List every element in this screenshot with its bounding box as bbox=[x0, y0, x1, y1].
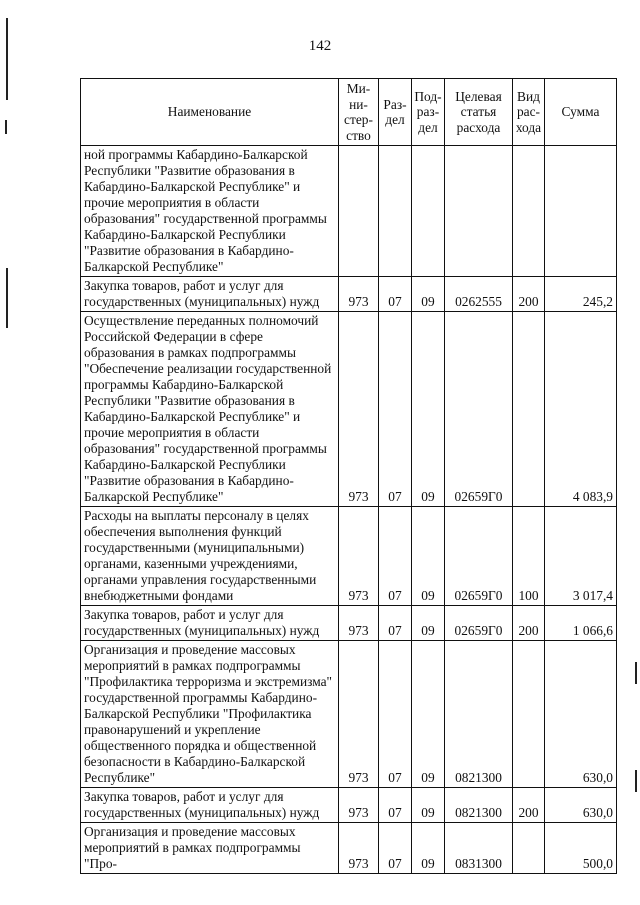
scan-edge-mark bbox=[6, 18, 8, 100]
cell-type bbox=[513, 641, 545, 788]
cell-section: 07 bbox=[379, 277, 412, 312]
cell-name: Расходы на выплаты персоналу в целях обеспечения выполнения функций государственными (муниципальными) органами, казенными учреждениями, органами управления государственными внебюджетными фондами bbox=[81, 507, 339, 606]
table-row bbox=[81, 788, 617, 823]
cell-subsection: 09 bbox=[412, 823, 445, 874]
cell-ministry: 973 bbox=[339, 606, 379, 641]
budget-table bbox=[80, 78, 617, 874]
cell-subsection: 09 bbox=[412, 507, 445, 606]
table-row bbox=[81, 277, 617, 312]
cell-type: 200 bbox=[513, 606, 545, 641]
header-sum: Сумма bbox=[545, 79, 617, 146]
scan-edge-mark bbox=[635, 770, 637, 792]
cell-type bbox=[513, 312, 545, 507]
cell-name: Закупка товаров, работ и услуг для государственных (муниципальных) нужд bbox=[81, 277, 339, 312]
cell-sum: 630,0 bbox=[545, 641, 617, 788]
cell-target: 0821300 bbox=[445, 788, 513, 823]
cell-section: 07 bbox=[379, 507, 412, 606]
table-row bbox=[81, 641, 617, 788]
scan-edge-mark bbox=[5, 120, 7, 134]
cell-ministry: 973 bbox=[339, 312, 379, 507]
table-row bbox=[81, 146, 617, 277]
cell-target: 02659Г0 bbox=[445, 507, 513, 606]
header-type: Вид рас- хода bbox=[513, 79, 545, 146]
cell-type bbox=[513, 823, 545, 874]
cell-sum: 1 066,6 bbox=[545, 606, 617, 641]
table-row bbox=[81, 507, 617, 606]
cell-section: 07 bbox=[379, 788, 412, 823]
cell-target: 0821300 bbox=[445, 641, 513, 788]
header-subsection: Под- раз- дел bbox=[412, 79, 445, 146]
cell-type: 100 bbox=[513, 507, 545, 606]
cell-target: 02659Г0 bbox=[445, 312, 513, 507]
table-header-row bbox=[81, 79, 617, 146]
scan-edge-mark bbox=[635, 662, 637, 684]
header-name: Наименование bbox=[81, 79, 339, 146]
cell-target bbox=[445, 146, 513, 277]
cell-section bbox=[379, 146, 412, 277]
cell-type: 200 bbox=[513, 788, 545, 823]
cell-ministry bbox=[339, 146, 379, 277]
cell-section: 07 bbox=[379, 823, 412, 874]
header-target: Целевая статья расхода bbox=[445, 79, 513, 146]
cell-ministry: 973 bbox=[339, 641, 379, 788]
cell-subsection: 09 bbox=[412, 277, 445, 312]
cell-target: 02659Г0 bbox=[445, 606, 513, 641]
cell-type: 200 bbox=[513, 277, 545, 312]
cell-subsection: 09 bbox=[412, 788, 445, 823]
cell-name: Закупка товаров, работ и услуг для государственных (муниципальных) нужд bbox=[81, 606, 339, 641]
cell-sum: 500,0 bbox=[545, 823, 617, 874]
cell-sum: 245,2 bbox=[545, 277, 617, 312]
cell-ministry: 973 bbox=[339, 823, 379, 874]
cell-ministry: 973 bbox=[339, 507, 379, 606]
cell-name: Закупка товаров, работ и услуг для государственных (муниципальных) нужд bbox=[81, 788, 339, 823]
cell-ministry: 973 bbox=[339, 277, 379, 312]
cell-subsection: 09 bbox=[412, 312, 445, 507]
table-row bbox=[81, 823, 617, 874]
cell-ministry: 973 bbox=[339, 788, 379, 823]
table-row bbox=[81, 606, 617, 641]
cell-name: Организация и проведение массовых мероприятий в рамках подпрограммы "Про- bbox=[81, 823, 339, 874]
cell-subsection: 09 bbox=[412, 606, 445, 641]
table-row bbox=[81, 312, 617, 507]
cell-name: Организация и проведение массовых мероприятий в рамках подпрограммы "Профилактика терроризма и экстремизма" государственной программы Кабардино-Балкарской Республики "Профилактика правонарушений и укрепление общественного порядка и общественной безопасности в Кабардино-Балкарской Республике" bbox=[81, 641, 339, 788]
header-section: Раз- дел bbox=[379, 79, 412, 146]
scan-edge-mark bbox=[6, 268, 8, 328]
cell-subsection: 09 bbox=[412, 641, 445, 788]
cell-sum: 4 083,9 bbox=[545, 312, 617, 507]
page-number: 142 bbox=[308, 38, 332, 54]
cell-target: 0831300 bbox=[445, 823, 513, 874]
cell-section: 07 bbox=[379, 641, 412, 788]
header-ministry: Ми- ни- стер- ство bbox=[339, 79, 379, 146]
cell-section: 07 bbox=[379, 606, 412, 641]
cell-name: Осуществление переданных полномочий Российской Федерации в сфере образования в рамках подпрограммы "Обеспечение реализации государственной программы Кабардино-Балкарской Республики "Развитие образования в Кабардино-Балкарской Республике" и прочие мероприятия в области образования" государственной программы Кабардино-Балкарской Республики "Развитие образования в Кабардино-Балкарской Республике" bbox=[81, 312, 339, 507]
cell-subsection bbox=[412, 146, 445, 277]
cell-sum: 3 017,4 bbox=[545, 507, 617, 606]
cell-name: ной программы Кабардино-Балкарской Республики "Развитие образования в Кабардино-Балкарской Республике" и прочие мероприятия в области образования" государственной программы Кабардино-Балкарской Республики "Развитие образования в Кабардино-Балкарской Республике" bbox=[81, 146, 339, 277]
cell-section: 07 bbox=[379, 312, 412, 507]
cell-type bbox=[513, 146, 545, 277]
cell-sum bbox=[545, 146, 617, 277]
cell-sum: 630,0 bbox=[545, 788, 617, 823]
cell-target: 0262555 bbox=[445, 277, 513, 312]
